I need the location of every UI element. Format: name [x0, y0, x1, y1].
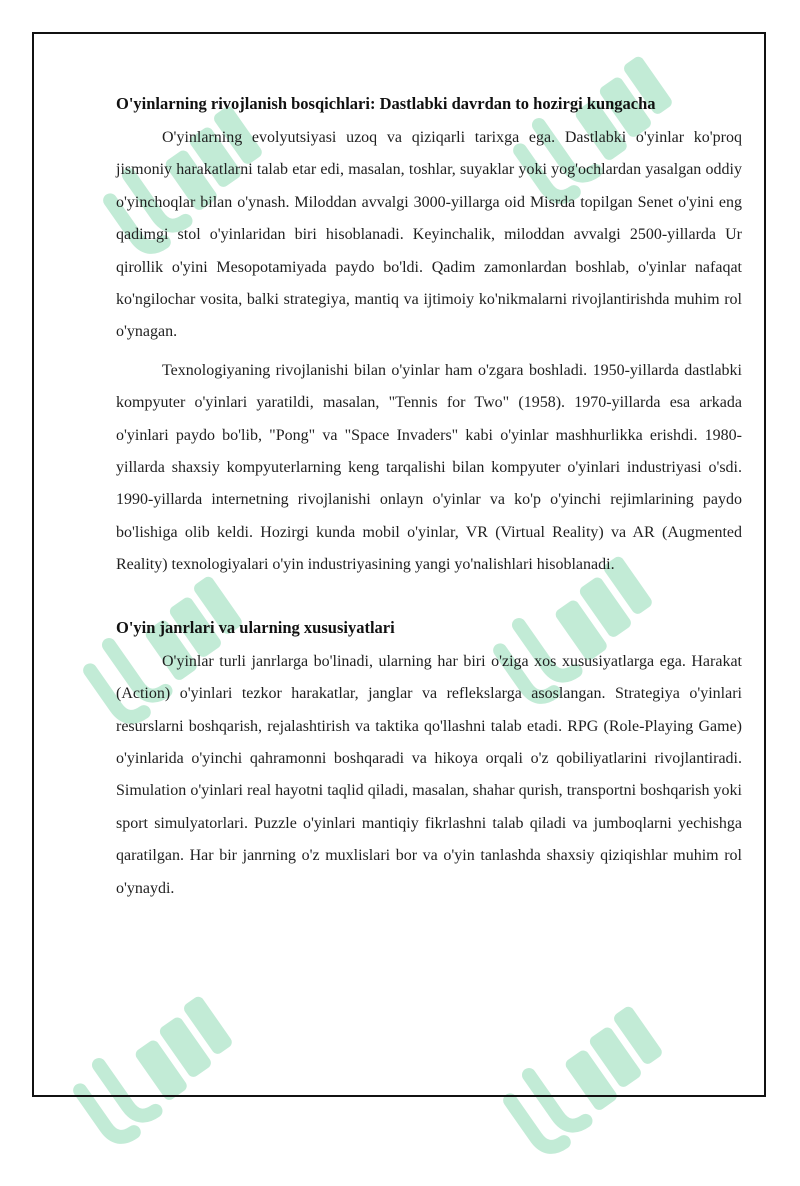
section-heading: O'yin janrlari va ularning xususiyatlari [116, 617, 395, 637]
section-heading: O'yinlarning rivojlanish bosqichlari: Dastlabki davrdan to hozirgi kungacha [116, 94, 656, 113]
paragraph: O'yinlarning evolyutsiyasi uzoq va qiziqarli tarixga ega. Dastlabki o'yinlar ko'proq jismoniy harakatlarni talab etar edi, masalan, toshlar, suyaklar yoki yog'ochlardan yasalgan oddiy o'yinchoqlar bilan o'ynash. Miloddan avvalgi 3000-yillarga oid Misrda topilgan Senet o'yini eng qadimgi stol o'yinlaridan biri hisoblanadi. Keyinchalik, miloddan avvalgi 2500-yillarda Ur qirollik o'yini Mesopotamiyada paydo bo'ldi. Qadim zamonlardan boshlab, o'yinlar nafaqat ko'ngilochar vosita, balki strategiya, mantiq va ijtimoiy ko'nikmalarni rivojlantirishda muhim rol o'ynagan. [116, 129, 742, 341]
paragraph: O'yinlar turli janrlarga bo'linadi, ularning har biri o'ziga xos xususiyatlarga ega. Harakat (Action) o'yinlari tezkor harakatlar, janglar va reflekslarga asoslangan. Strategiya o'yinlari resurslarni boshqarish, rejalashtirish va taktika qo'llashni talab etadi. RPG (Role-Playing Game) o'yinlarida o'yinchi qahramonni boshqaradi va hikoya orqali o'z qobiliyatlarini rivojlantiradi. Simulation o'yinlari real hayotni taqlid qiladi, masalan, shahar qurish, transportni boshqarish yoki sport simulyatorlari. Puzzle o'yinlari mantiqiy fikrlashni talab qiladi va jumboqlarni yechishga qaratilgan. Har bir janrning o'z muxlislari bor va o'yin tanlashda shaxsiy qiziqishlar muhim rol o'ynaydi. [116, 652, 742, 897]
paragraph: Texnologiyaning rivojlanishi bilan o'yinlar ham o'zgara boshladi. 1950-yillarda dastlabki kompyuter o'yinlari yaratildi, masalan, "Tennis for Two" (1958). 1970-yillarda esa arkada o'yinlari paydo bo'lib, "Pong" va "Space Invaders" kabi o'yinlar mashhurlikka erishdi. 1980-yillarda shaxsiy kompyuterlarning keng tarqalishi bilan kompyuter o'yinlari industriyasi o'sdi. 1990-yillarda internetning rivojlanishi onlayn o'yinlar va ko'p o'yinchi rejimlarining paydo bo'lishiga olib keldi. Hozirgi kunda mobil o'yinlar, VR (Virtual Reality) va AR (Augmented Reality) texnologiyalari o'yin industriyasining yangi yo'nalishlari hisoblanadi. [116, 361, 742, 574]
document-body [116, 88, 742, 905]
